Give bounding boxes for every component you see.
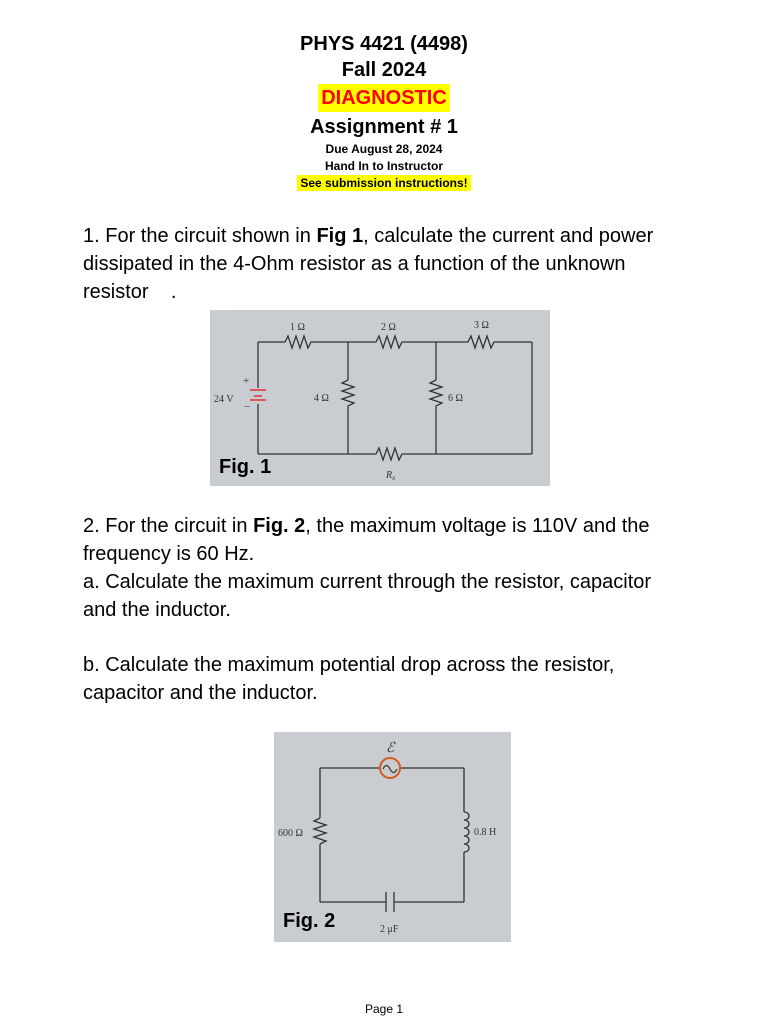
hand-in-note: Hand In to Instructor xyxy=(325,159,443,173)
r4-label: 4 Ω xyxy=(314,393,329,404)
diagnostic-text: DIAGNOSTIC xyxy=(318,84,450,112)
q1-fig-ref: Fig 1 xyxy=(316,225,364,247)
fig2-label: Fig. 2 xyxy=(283,910,336,932)
fig1-label: Fig. 1 xyxy=(219,456,272,478)
question-1 xyxy=(83,222,683,306)
course-title: PHYS 4421 (4498) xyxy=(300,33,468,55)
assignment-title: Assignment # 1 xyxy=(310,116,458,138)
submission-note xyxy=(0,175,768,191)
svg-text:+: + xyxy=(243,375,250,387)
r2-label: 2 Ω xyxy=(381,322,396,333)
capacitor-label: 2 μF xyxy=(380,924,399,935)
inductor-label: 0.8 H xyxy=(474,827,497,838)
q2-text-pre: 2. For the circuit in xyxy=(83,515,254,537)
figure-2 xyxy=(274,732,511,942)
q1-text-post: , calculate the current and power dissipated in the 4-Ohm resistor as a function of the unknown resistor xyxy=(83,225,654,303)
question-2 xyxy=(83,512,683,568)
r1-label: 1 Ω xyxy=(290,322,305,333)
q2-text-post: , the maximum voltage is 110V and the frequency is 60 Hz. xyxy=(83,515,650,565)
battery-label: 24 V xyxy=(214,394,234,405)
svg-text:−: − xyxy=(244,401,251,413)
due-date: Due August 28, 2024 xyxy=(325,142,443,156)
question-2b: b. Calculate the maximum potential drop across the resistor, capacitor and the inductor. xyxy=(83,654,615,704)
resistor-label: 600 Ω xyxy=(278,828,303,839)
submission-text: See submission instructions! xyxy=(297,175,470,191)
q1-text-tail: . xyxy=(170,281,177,303)
figure-1 xyxy=(210,310,550,486)
q1-text-pre: 1. For the circuit shown in xyxy=(83,225,317,247)
page-number: Page 1 xyxy=(364,1002,404,1016)
diagnostic-banner xyxy=(0,84,768,112)
r6-label: 6 Ω xyxy=(448,393,463,404)
r3-label: 3 Ω xyxy=(474,320,489,331)
rx-label: $R_x$ xyxy=(386,470,396,482)
question-2a: a. Calculate the maximum current through the resistor, capacitor and the inductor. xyxy=(83,571,652,621)
q2-fig-ref: Fig. 2 xyxy=(253,515,306,537)
term: Fall 2024 xyxy=(341,59,427,81)
source-label: ℰ xyxy=(386,741,395,756)
